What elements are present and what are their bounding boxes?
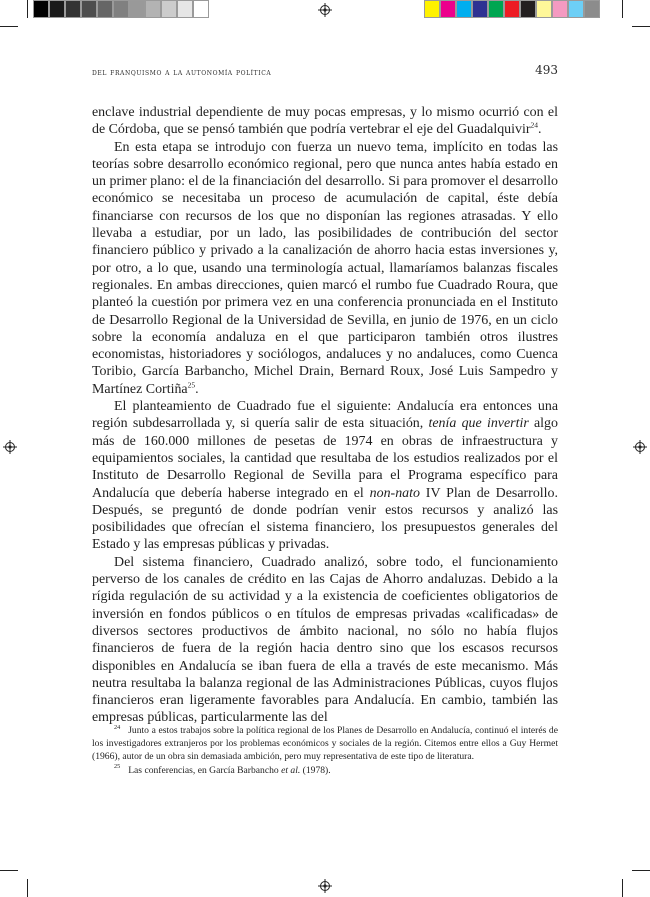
footnote-ref-24[interactable]: 24 bbox=[530, 120, 538, 130]
footnote-text-b: (1978). bbox=[300, 764, 331, 776]
footnote-25 bbox=[92, 764, 558, 777]
color-swatch bbox=[520, 0, 536, 18]
color-swatch bbox=[456, 0, 472, 18]
gray-swatch bbox=[177, 0, 193, 18]
paragraph-1-end: . bbox=[538, 122, 542, 138]
color-swatch bbox=[584, 0, 600, 18]
color-swatch bbox=[536, 0, 552, 18]
footnote-number: 24 bbox=[114, 723, 121, 731]
color-swatch bbox=[488, 0, 504, 18]
footnotes bbox=[92, 724, 558, 777]
paragraph-3-text-a: El planteamiento de Cuadrado fue el siguiente: Andalucía era entonces una región subdesarrollada y, si quería salir de esta situación, bbox=[92, 399, 558, 432]
color-calibration-strip bbox=[424, 0, 600, 20]
color-swatch bbox=[472, 0, 488, 18]
running-head: del franquismo a la autonomía política bbox=[92, 67, 272, 77]
color-swatch bbox=[440, 0, 456, 18]
gray-swatch bbox=[97, 0, 113, 18]
registration-mark-right-icon bbox=[633, 440, 647, 454]
crop-mark-bottom-right-v bbox=[622, 879, 623, 897]
crop-mark-top-right-h bbox=[632, 26, 650, 27]
paragraph-3-text-b: algo más de 160.000 millones de pesetas de 1974 en obras de infraestructura y equipamientos sociales, la cantidad que resultaba de los estudios realizados por el Instituto de Desarrollo Regional de Sevilla para el Programa específico para Andalucía que debería haberse integrado en el bbox=[92, 416, 558, 501]
body-text bbox=[92, 104, 558, 727]
gray-swatch bbox=[33, 0, 49, 18]
paragraph-1 bbox=[92, 104, 558, 139]
paragraph-3-emphasis-1: tenía que invertir bbox=[428, 416, 529, 432]
gray-swatch bbox=[49, 0, 65, 18]
footnote-text-emphasis: et al. bbox=[281, 764, 301, 776]
footnote-number: 25 bbox=[114, 763, 121, 771]
crop-mark-bottom-right-h bbox=[632, 870, 650, 871]
color-swatch bbox=[552, 0, 568, 18]
registration-mark-left-icon bbox=[3, 440, 17, 454]
footnote-text-a: Las conferencias, en García Barbancho bbox=[128, 764, 282, 776]
paragraph-2 bbox=[92, 139, 558, 398]
crop-mark-top-left-v bbox=[27, 0, 28, 18]
registration-mark-top-icon bbox=[318, 3, 332, 17]
footnote-24 bbox=[92, 724, 558, 764]
gray-swatch bbox=[113, 0, 129, 18]
footnote-ref-25[interactable]: 25 bbox=[187, 380, 196, 390]
paragraph-2-end: . bbox=[195, 381, 199, 397]
registration-mark-bottom-icon bbox=[318, 879, 332, 893]
paragraph-3 bbox=[92, 398, 558, 554]
gray-swatch bbox=[145, 0, 161, 18]
paragraph-4: Del sistema financiero, Cuadrado analizó, sobre todo, el funcionamiento perverso de los canales de crédito en las Cajas de Ahorro andaluzas. Debido a la rígida regulación de su actividad y a la existencia de coeficientes obligatorios de inversión en fondos públicos o en títulos de empresas privadas «calificadas» de diversos sectores productivos de ámbito nacional, no sólo no había flujos financieros de fuera de la región hacia dentro sino que los escasos recursos disponibles en Andalucía se iban fuera de ella a través de este mecanismo. Más neutra resultaba la balanza regional de las Administraciones Públicas, cuyos flujos financieros eran ligeramente favorables para Andalucía. En cambio, también las empresas públicas, particularmente las del bbox=[92, 554, 558, 726]
color-swatch bbox=[568, 0, 584, 18]
crop-mark-top-left-h bbox=[0, 26, 18, 27]
gray-swatch bbox=[193, 0, 209, 18]
crop-mark-bottom-left-h bbox=[0, 870, 18, 871]
gray-swatch bbox=[129, 0, 145, 18]
gray-swatch bbox=[161, 0, 177, 18]
paragraph-1-text: enclave industrial dependiente de muy pocas empresas, y lo mismo ocurrió con el de Córdoba, que se pensó también que podría vertebrar el eje del Guadalquivir bbox=[92, 105, 558, 138]
crop-mark-top-right-v bbox=[622, 0, 623, 18]
page-number: 493 bbox=[535, 63, 558, 77]
grayscale-calibration-strip bbox=[33, 0, 209, 20]
color-swatch bbox=[424, 0, 440, 18]
paragraph-2-text: En esta etapa se introdujo con fuerza un nuevo tema, implícito en todas las teorías sobre desarrollo económico regional, pero que nunca antes había estado en un primer plano: el de la financiación del desarrollo. Si para promover el desarrollo económico se necesitaba un proceso de acumulación de capital, éste debía financiarse con recursos de los que no disponían las regiones atrasadas. Y ello llevaba a estudiar, por un lado, las posibilidades de contribución del sector financiero público y privado a la canalización de ahorro hacia estas inversiones y, por otro, a lo que, usando una terminología actual, llamaríamos balanzas fiscales regionales. En ambas direcciones, quien marcó el rumbo fue Cuadrado Roura, que planteó la cuestión por primera vez en una conferencia pronunciada en el Instituto de Desarrollo Regional de la Universidad de Sevilla, en junio de 1976, en un ciclo sobre la economía andaluza en el que participaron también otros ilustres economistas, historiadores y sociólogos, andaluces y no andaluces, como Cuenca Toribio, García Barbancho, Michel Drain, Bernard Roux, José Luis Sampedro y Martínez Cortiña bbox=[92, 139, 558, 397]
crop-mark-bottom-left-v bbox=[27, 879, 28, 897]
gray-swatch bbox=[81, 0, 97, 18]
footnote-text: Junto a estos trabajos sobre la política regional de los Planes de Desarrollo en Andalucía, continuó el interés de los investigadores extranjeros por los problemas económicos y sociales de la región. Citemos entre ellos a Guy Hermet (1966), autor de un obra sin demasiada ambición, pero muy representativa de este tipo de literatura. bbox=[92, 725, 558, 763]
paragraph-3-emphasis-2: non-nato bbox=[369, 485, 420, 501]
paragraph-3-text-c: IV Plan de Desarrollo. Después, se preguntó de donde podrían venir estos recursos y analizó las posibilidades que ofrecían el sistema financiero, los presupuestos generales del Estado y las empresas públicas y privadas. bbox=[92, 485, 558, 553]
gray-swatch bbox=[65, 0, 81, 18]
color-swatch bbox=[504, 0, 520, 18]
